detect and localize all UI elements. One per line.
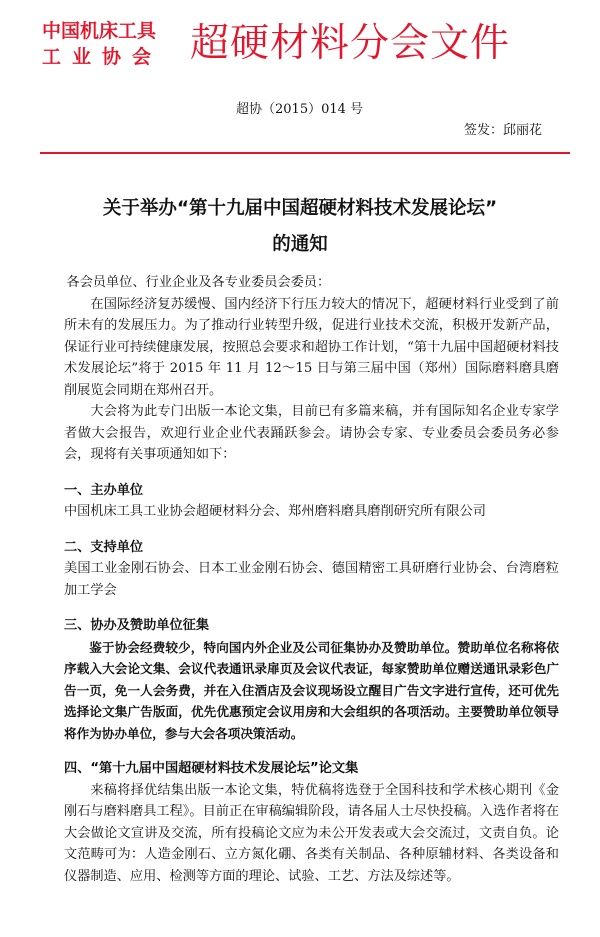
organization-name-line1: 中国机床工具 (42, 20, 157, 42)
section-text-sponsors: 鉴于协会经费较少，特向国内外企业及公司征集协办及赞助单位。赞助单位名称将依序载入大会论文集、会议代表通讯录扉页及会议代表证，每家赞助单位赠送通讯录彩色广告一页，免一人会务费，并在入住酒店及会议现场设立醒目广告文字进行宣传，还可优先选择论文集广告版面，优先优惠预定会议用房和大会组织的各项活动。主要赞助单位领导将作为协办单位，参与大会各项决策活动。 (64, 639, 559, 741)
section-heading-proceedings: 四、“第十九届中国超硬材料技术发展论坛”论文集 (64, 761, 359, 776)
issuing-organization (42, 18, 178, 70)
spacer (64, 744, 559, 758)
organization-name-line2: 工业协会 (42, 46, 163, 68)
section-heading-sponsors: 三、协办及赞助单位征集 (64, 618, 210, 633)
intro-paragraph-2: 大会将为此专门出版一本论文集，目前已有多篇来稿，并有国际知名企业专家学者做大会报告，欢迎行业企业代表踊跃参会。请协会专家、专业委员会委员务必参会，现将有关事项通知如下： (64, 404, 559, 462)
document-number: 超协（2015）014 号 (236, 102, 364, 117)
salutation: 各会员单位、行业企业及各专业委员会委员： (66, 275, 331, 290)
spacer (64, 523, 559, 537)
notice-title (40, 191, 560, 263)
red-divider (40, 152, 570, 154)
notice-title-line1: 关于举办“第十九届中国超硬材料技术发展论坛” (102, 198, 498, 219)
section-heading-supporters: 二、支持单位 (64, 539, 144, 555)
spacer (64, 466, 559, 480)
notice-title-line2: 的通知 (272, 234, 328, 255)
letterhead-title: 超硬材料分会文件 (190, 21, 511, 66)
intro-paragraph-1: 在国际经济复苏缓慢、国内经济下行压力较大的情况下，超硬材料行业受到了前所未有的发展压力。为了推动行业转型升级，促进行业技术交流，积极开发新产品，保证行业可持续健康发展，按照总会要求和超协工作计划，“第十九届中国超硬材料技术发展论坛”将于 2015 年 11 月 12～15 日与第三届中国（郑州）国际磨料磨具磨削展览会同期在郑州召开。 (64, 296, 559, 398)
section-text-supporters: 美国工业金刚石协会、日本工业金刚石协会、德国精密工具研磨行业协会、台湾磨粒加工学会 (64, 561, 559, 598)
signer: 签发：邱丽花 (463, 123, 542, 138)
section-text-organizers: 中国机床工具工业协会超硬材料分会、郑州磨料磨具磨削研究所有限公司 (64, 504, 486, 519)
letterhead (42, 14, 572, 78)
section-heading-organizers: 一、主办单位 (64, 482, 144, 498)
section-text-proceedings: 来稿将择优结集出版一本论文集，特优稿将选登于全国科技和学术核心期刊《金刚石与磨料磨具工程》。目前正在审稿编辑阶段，请各届人士尽快投稿。入选作者将在大会做论文宣讲及交流，所有投稿论文应为未公开发表或大会交流过，文责自负。论文范畴可为：人造金刚石、立方氮化硼、各类有关制品、各种原辅材料、各类设备和仪器制造、应用、检测等方面的理论、试验、工艺、方法及综述等。 (64, 782, 559, 884)
notice-body (64, 272, 559, 887)
spacer (64, 601, 559, 615)
